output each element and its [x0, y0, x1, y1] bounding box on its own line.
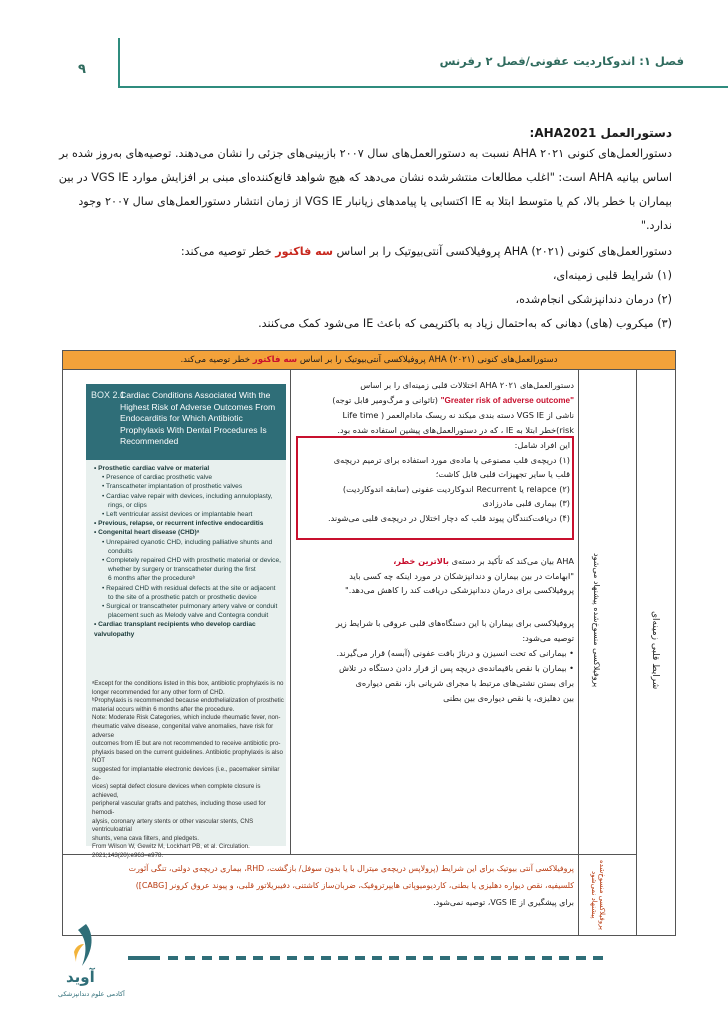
box-list-item: • Presence of cardiac prosthetic valve: [102, 474, 213, 482]
cell1-line: ناشی از VGS IE دسته بندی میکند نه ریسک مادام‌العمر ( Life time: [342, 410, 574, 420]
chapter-title: فصل ۱: اندوکاردیت عفونی/فصل ۲ رفرنس: [439, 54, 684, 68]
box-list-item: • Congenital heart disease (CHD)ᵃ: [94, 529, 200, 537]
cell3-line: پروفیلاکسی برای بیماران با این دستگاه‌های قلبی عروقی با شرایط زیر: [335, 618, 574, 628]
footer-dash: [542, 956, 552, 960]
box-list-item: • Completely repaired CHD with prosthetic material or device,: [102, 557, 281, 565]
cell1-line: [304, 393, 574, 409]
cell2-highlight: بالاترین خطر،: [393, 556, 449, 566]
footer-dash: [355, 956, 365, 960]
logo-wordmark: آوید: [66, 968, 95, 986]
box-list-item: whether by surgery or transcatheter during the first: [108, 566, 256, 574]
footer-dash: [219, 956, 229, 960]
cell1-list-item: (۱) دریچه‌ی قلب مصنوعی یا ماده‌ی مورد استفاده برای ترمیم دریچه‌ی: [333, 454, 570, 465]
cell1-line: risk)خطر ابتلا به IE ، که در دستورالعمل‌های پیشین استفاده شده بود.: [337, 424, 574, 435]
paragraph-2: [52, 240, 672, 264]
box-note-line: From Wilson W, Gewitz M, Lockhart PB, et al. Circulation.: [92, 843, 250, 851]
footer-dash: [270, 956, 280, 960]
cell1-list-item: (۳) بیماری قلبی مادرزادی: [482, 498, 570, 508]
box-list-item: 6 months after the procedureᵇ: [108, 575, 196, 583]
box-list: [94, 464, 284, 639]
bottom-row-line: پروفیلاکسی آنتی بیوتیک برای این شرایط (پرولاپس دریچه‌ی میترال با یا بدون سوفل/ بازگشت، RHD، بیماری دریچه‌ی دولتی، تنگی آئورت: [128, 864, 574, 873]
column-label-not-recommended: پروفیلاکسی منسوخ‌شده پیشنهاد نمی‌شود: [590, 860, 606, 930]
footer-dash: [508, 956, 518, 960]
factor-item-2: (۲) درمان دندانپزشکی انجام‌شده،: [515, 293, 672, 306]
table-divider-outer: [636, 370, 637, 936]
cell3-line: • بیماران با نقص باقیمانده‌ی دریچه پس از قرار دادن دستگاه در تلاش: [339, 663, 574, 673]
factor-item-1: (۱) شرایط قلبی زمینه‌ای،: [552, 269, 672, 282]
footer-dash: [525, 956, 535, 960]
box-notes: [92, 680, 284, 860]
footer-dash: [576, 956, 586, 960]
box-note-line: shunts, vena cava filters, and pledgets.: [92, 834, 199, 842]
cell1-line-rest: (تاثوانی و مرگ‌ومیر قابل توجه): [332, 394, 441, 405]
paragraph-2-start: دستورالعمل‌های کنونی AHA (۲۰۲۱) پروفیلاکسی آنتی‌بیوتیک را بر اساس: [332, 245, 672, 258]
section-title: دستورالعمل AHA2021:: [529, 126, 672, 140]
box-note-line: 2021;143(20):e963–e978.: [92, 851, 164, 859]
cell1-list: [300, 438, 570, 525]
logo-subtitle: آکادمی علوم دندانپزشکی: [58, 990, 125, 998]
footer-dash: [338, 956, 348, 960]
footer-dash: [168, 956, 178, 960]
footer-dash: [236, 956, 246, 960]
bottom-row-text: [66, 860, 574, 911]
footer-dash: [440, 956, 450, 960]
footer-dash: [253, 956, 263, 960]
header-horizontal-rule: [118, 86, 728, 88]
cell2-line: [304, 554, 574, 569]
box-note-line: peripheral vascular grafts and patches, including those used for hemodi-: [92, 800, 266, 816]
cell3-line: برای بستن نشتی‌های مرتبط با مجرای شریانی باز، نقص دیواره‌ی: [355, 678, 574, 688]
factor-item-3: (۳) میکروب (های) دهانی که به‌احتمال زیاد به باکتریمی که باعث IE می‌شود کمک می‌کنند.: [258, 317, 672, 330]
bottom-row-line: برای پیشگیری از VGS IE، توصیه نمی‌شود.: [433, 898, 574, 907]
footer-dash: [287, 956, 297, 960]
footer-bar-segment: [128, 956, 160, 960]
table-header: [62, 350, 676, 370]
box-list-item: • Prosthetic cardiac valve or material: [94, 465, 210, 472]
cell1-highlight: "Greater risk of adverse outcome": [440, 395, 574, 405]
box-note-line: vices) septal defect closure devices when complete closure is achieved,: [92, 783, 261, 799]
cell3-line: بین دهلیزی، یا نقص دیواره‌ی بین بطنی: [443, 693, 574, 703]
box-note-line: ᵇProphylaxis is recommended because endothelialization of prosthetic: [92, 697, 284, 705]
cell1-list-item: قلب یا سایر تجهیزات قلبی قابل کاشت؛: [435, 469, 570, 479]
box-note-line: longer recommended for any other form of CHD.: [92, 688, 225, 696]
box-note-line: Note: Moderate Risk Categories, which include rheumatic fever, non-: [92, 714, 281, 722]
cell3-line: توصیه می‌شود:: [522, 633, 574, 643]
box-list-item: • Cardiac transplant recipients who develop cardiac: [94, 621, 256, 629]
footer-dash: [423, 956, 433, 960]
box-note-line: material occurs within 6 months after the procedure.: [92, 705, 235, 713]
box-list-item: conduits: [108, 547, 133, 555]
box-note-line: alysis, coronary artery stents or other vascular stents, CNS ventriculoatrial: [92, 817, 254, 834]
paragraph-1: دستورالعمل‌های کنونی AHA ۲۰۲۱ نسبت به دستورالعمل‌های سال ۲۰۰۷ بازبینی‌های جزئی را نشان می‌دهند. توصیه‌های به‌روز شده بر اساس بیانیه AHA است: "اغلب مطالعات منتشرشده نشان می‌دهد که هیچ شواهد قانع‌کننده‌ای مبنی بر افزایش موارد VGS IE در بین بیماران با خطر بالا، کم یا متوسط ابتلا به IE اکتسابی یا پیامدهای زیانبار VGS IE از زمان انتشار دستورالعمل‌های سال ۲۰۰۷ وجود ندارد.": [58, 147, 672, 232]
footer-dash: [559, 956, 569, 960]
cell1-line: دستورالعمل‌های ۲۰۲۱ AHA اختلالات قلبی زمینه‌ای را بر اساس: [360, 380, 574, 390]
cell1-list-item: (۴) دریافت‌کنندگان پیوند قلب که دچار اختلال در دریچه‌ی قلبی می‌شوند.: [328, 512, 570, 523]
box-note-line: ᵃExcept for the conditions listed in this box, antibiotic prophylaxis is no: [92, 680, 284, 687]
box-list-item: • Surgical or transcatheter pulmonary artery valve or conduit: [102, 603, 278, 611]
box-list-item: valvulopathy: [94, 630, 135, 638]
column-label-recommended: پروفیلاکسی منسوخ‌شده پیشنهاد می‌شود: [592, 552, 601, 688]
box-list-item: to the site of a prosthetic patch or prosthetic device: [108, 593, 257, 601]
footer-dash: [185, 956, 195, 960]
cell2-line: "ابهامات در بین بیماران و دندانپزشکان در مورد اینکه چه کسی باید: [349, 570, 574, 581]
table-header-start: دستورالعمل‌های کنونی AHA (۲۰۲۱) پروفیلاکسی آنتی‌بیوتیک را بر اساس: [297, 355, 558, 365]
box-list-item: • Cardiac valve repair with devices, including annuloplasty,: [102, 492, 273, 500]
box-note-line: phylaxis based on the current guidelines. Antibiotic prophylaxis is also NOT: [92, 748, 283, 765]
page-number: ۹: [78, 62, 86, 77]
footer-dash: [202, 956, 212, 960]
box-list-item: • Repaired CHD with residual defects at the site or adjacent: [102, 584, 276, 592]
box-list-item: placement such as Melody valve and Contegra conduit: [108, 612, 269, 620]
cell2-line-start: AHA بیان می‌کند که تأکید بر دسته‌ی: [448, 556, 574, 566]
header-vertical-rule: [118, 38, 120, 86]
box-list-item: rings, or clips: [108, 501, 147, 509]
box-note-line: outcomes from IE but are not recommended to receive antibiotic pro-: [92, 740, 281, 748]
box-note-line: suggested for implantable electronic devices (i.e., pacemaker similar de-: [92, 765, 280, 782]
box-label: BOX 2.1: [91, 390, 126, 400]
cell1-list-item: (۲) relapce یا Recurrent اندوکاردیت عفونی (سابقه اندوکاردیت): [342, 483, 570, 494]
bottom-row-line: کلسیفیه، نقص دیواره دهلیزی یا بطنی، کاردیومیوپاتی هایپرتروفیک، ضربان‌ساز کاشتنی، دفیبریلاتور قلبی، و پیوند عروق کرونر [CABG]): [135, 881, 574, 890]
footer-dash: [304, 956, 314, 960]
cell3-line: • بیمارانی که تحت انسیزن و درناژ بافت عفونی (آبسه) قرار می‌گیرند.: [336, 648, 574, 658]
table-divider-middle: [578, 370, 579, 936]
footer-dash: [457, 956, 467, 960]
footer-dash: [474, 956, 484, 960]
box-list-item: • Left ventricular assist devices or implantable heart: [102, 511, 253, 519]
footer-dash: [406, 956, 416, 960]
cell2-line: پروفیلاکسی برای درمان دندانپزشکی دریافت کند را کاهش می‌دهد.": [344, 585, 574, 595]
cell1-list-title: این افراد شامل:: [514, 440, 570, 450]
box-list-item: • Transcatheter implantation of prosthetic valves: [102, 483, 243, 491]
box-title: Cardiac Conditions Associated With the Highest Risk of Adverse Outcomes From Endocarditis for Which Antibiotic Prophylaxis With Dental Procedures Is Recommended: [120, 390, 276, 446]
footer-dash: [372, 956, 382, 960]
column-label-cardiac: شرایط قلبی زمینه‌ای: [650, 610, 660, 690]
table-divider-image: [290, 370, 291, 854]
paragraph-2-highlight: سه فاکتور: [275, 245, 333, 258]
cell1-text: [304, 378, 574, 437]
footer-dash: [389, 956, 399, 960]
footer-dash: [491, 956, 501, 960]
paragraph-2-end: خطر توصیه می‌کند:: [180, 245, 276, 258]
cell3-text: [304, 616, 574, 706]
table-header-end: خطر توصیه می‌کند.: [180, 355, 253, 365]
cell2-text: [304, 554, 574, 598]
box-list-item: • Unrepaired cyanotic CHD, including palliative shunts and: [102, 538, 273, 546]
footer-dash: [593, 956, 603, 960]
box-list-item: • Previous, relapse, or recurrent infective endocarditis: [94, 520, 264, 528]
footer-dash: [321, 956, 331, 960]
box-note-line: rheumatic valve disease, congenital valve anomalies, have risk for adverse: [92, 722, 274, 739]
table-header-highlight: سه فاکتور: [252, 355, 298, 365]
logo-icon: [64, 922, 104, 970]
